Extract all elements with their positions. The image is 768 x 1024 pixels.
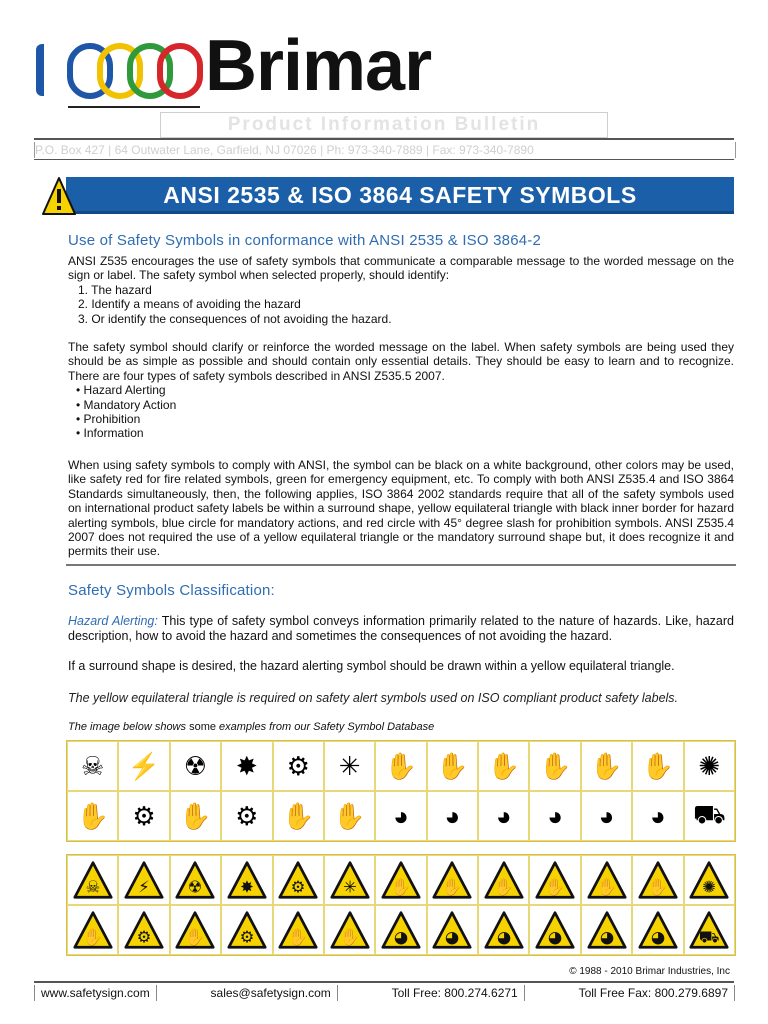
- symbol-cell: [632, 905, 683, 955]
- symbol-cell: [273, 791, 324, 841]
- triangle-glyph: ⚙: [290, 877, 306, 897]
- address-rule: [34, 159, 734, 160]
- eye-injury-icon: ◕: [444, 800, 461, 831]
- triangle-hand-burn-icon: [278, 910, 318, 950]
- list-item: 1. The hazard: [78, 282, 152, 297]
- website-link[interactable]: www.safetysign.com: [35, 985, 157, 1001]
- symbol-cell: [427, 791, 478, 841]
- symbol-cell: [684, 855, 735, 905]
- copyright: © 1988 - 2010 Brimar Industries, Inc: [569, 966, 730, 977]
- electric-shock-icon: ⚡: [127, 750, 161, 781]
- symbol-cell: [581, 791, 632, 841]
- compliance-text: When using safety symbols to comply with ANSI, the symbol can be black on a white background, other colors may be used, like safety red for fire related symbols, green for emergency equipment, etc. To comply with both ANSI Z535.4 and ISO 3864 Standards simultaneously, then, the following applies, ISO 3864 2002 standards require that all of the safety symbols used on international product safety labels be within a surround shape, yellow equilateral triangle with black inner border for hazard alerting symbols, blue circle for mandatory actions, and red circle with 45° degree slash for prohibition symbols. ANSI Z535.4 2007 does not required the use of a yellow equilateral triangle or the mandatory surround shape but, it does recognize it and permits their use.: [68, 458, 734, 559]
- symbol-cell: [170, 855, 221, 905]
- hand-spike-icon: ✋: [333, 800, 366, 831]
- list-item: • Hazard Alerting: [76, 383, 166, 398]
- triangle-glyph: ✋: [493, 877, 514, 897]
- hazard-alerting-label: Hazard Alerting:: [68, 614, 158, 628]
- symbol-cell: [118, 741, 169, 791]
- header-rule: [34, 138, 734, 140]
- identify-list: [68, 283, 734, 326]
- symbol-cell: [170, 741, 221, 791]
- address-bar: P.O. Box 427 | 64 Outwater Lane, Garfield, NJ 07026 | Ph: 973-340-7889 | Fax: 973-340-7890: [34, 142, 736, 158]
- warning-icon: [42, 176, 76, 216]
- symbol-cell: [273, 905, 324, 955]
- types-list: [68, 383, 734, 441]
- triangle-flying-debris-icon: [689, 860, 729, 900]
- triangle-glyph: ☠: [85, 877, 101, 897]
- caption-part: examples from our Safety Symbol Database: [219, 721, 435, 733]
- symbol-cell: [375, 905, 426, 955]
- hand-pinch-icon: ✋: [487, 750, 520, 781]
- triangle-gear-icon: [278, 860, 318, 900]
- triangle-glyph: ✋: [390, 877, 412, 897]
- triangle-glyph: ✋: [442, 877, 463, 897]
- hazard-alerting-paragraph: [68, 614, 734, 644]
- triangle-face-shield-icon: [535, 910, 575, 950]
- triangle-glyph: ✋: [288, 927, 309, 947]
- symbol-cell: [632, 791, 683, 841]
- symbol-cell: [67, 791, 118, 841]
- triangle-glyph: ⚙: [136, 927, 152, 947]
- list-item: • Information: [76, 426, 144, 441]
- symbol-cell: [375, 741, 426, 791]
- symbol-cell: [632, 855, 683, 905]
- triangle-glyph: ✋: [339, 927, 360, 947]
- symbol-cell: [118, 855, 169, 905]
- symbol-cell: [67, 741, 118, 791]
- brand-name: Brimar: [205, 26, 432, 106]
- symbol-cell: [427, 855, 478, 905]
- symbol-cell: [67, 855, 118, 905]
- caption-part: The image below shows: [68, 721, 187, 733]
- triangle-saw-blade-icon: [124, 910, 164, 950]
- saw-blade-icon: ⚙: [132, 800, 156, 831]
- tagline: Product Information Bulletin: [160, 112, 608, 138]
- triangle-glyph: ☢: [188, 877, 203, 897]
- examples-caption: [68, 721, 434, 733]
- symbol-cell: [529, 791, 580, 841]
- section-divider: [66, 564, 736, 566]
- respirator-icon: ◕: [598, 800, 615, 831]
- symbol-cell: [221, 791, 272, 841]
- overhead-crush-icon: ✋: [641, 750, 675, 781]
- triangle-hand-pinch-icon: [484, 860, 524, 900]
- triangle-forklift-icon: [689, 910, 729, 950]
- triangle-head-impact-icon: [381, 910, 421, 950]
- intro-paragraph: ANSI Z535 encourages the use of safety symbols that communicate a comparable message to the worded message on the sign or label. The safety symbol when selected properly, should identify:: [68, 254, 734, 283]
- symbol-cell: [324, 905, 375, 955]
- symbol-cell: [375, 855, 426, 905]
- yellow-triangle-note: The yellow equilateral triangle is required on safety alert symbols used on ISO compliant product safety labels.: [68, 691, 679, 705]
- email-link[interactable]: sales@safetysign.com: [205, 985, 338, 1001]
- triangle-radiation-icon: [175, 860, 215, 900]
- logo-underline: [68, 106, 200, 108]
- symbol-cell: [324, 855, 375, 905]
- triangle-skull-icon: [73, 860, 113, 900]
- triangle-explosion-icon: [227, 860, 267, 900]
- symbol-cell: [324, 791, 375, 841]
- triangle-hand-entanglement-icon: [73, 910, 113, 950]
- use-section-body: [68, 254, 734, 326]
- triangle-glyph: ◕: [548, 927, 563, 947]
- symbol-cell: [478, 791, 529, 841]
- triangle-face-spray-icon: [484, 910, 524, 950]
- list-item: 2. Identify a means of avoiding the hazard: [78, 297, 301, 312]
- triangle-glyph: ⚡: [138, 877, 150, 897]
- triangle-glyph: ✳: [342, 877, 357, 897]
- use-section-title: Use of Safety Symbols in conformance with ANSI 2535 & ISO 3864-2: [68, 232, 542, 249]
- symbol-cell: [67, 905, 118, 955]
- triangle-arm-cut-icon: [175, 910, 215, 950]
- forklift-icon: ⛟: [692, 798, 726, 829]
- triangle-glyph: ✋: [647, 877, 669, 897]
- symbol-cell: [221, 741, 272, 791]
- triangle-glyph: ✋: [185, 927, 206, 947]
- triangle-hand-puncture-icon: [587, 860, 627, 900]
- triangle-overhead-crush-icon: [638, 860, 678, 900]
- gear-entanglement-icon: ⚙: [286, 750, 310, 781]
- surround-text: If a surround shape is desired, the hazard alerting symbol should be drawn within a yellow equilateral triangle.: [68, 659, 675, 673]
- radiation-icon: ☢: [183, 750, 208, 781]
- hand-puncture-icon: ✋: [590, 750, 623, 781]
- surround-paragraph: [68, 659, 734, 673]
- symbol-cell: [581, 905, 632, 955]
- symbol-cell: [221, 855, 272, 905]
- symbol-cell: [375, 791, 426, 841]
- triangle-glyph: ◕: [599, 927, 614, 947]
- classification-title: Safety Symbols Classification:: [68, 582, 275, 599]
- symbol-cell: [632, 741, 683, 791]
- symbol-cell: [684, 791, 735, 841]
- bw-symbol-grid: [66, 740, 736, 842]
- triangle-hand-spike-icon: [330, 910, 370, 950]
- triangle-hand-crush-icon: [381, 860, 421, 900]
- triangle-glyph: ✸: [239, 877, 254, 897]
- symbol-cell: [324, 741, 375, 791]
- explosion-icon: ✸: [235, 750, 258, 781]
- symbol-cell: [427, 905, 478, 955]
- triangle-glyph: ⛟: [699, 927, 720, 947]
- symbol-cell: [684, 905, 735, 955]
- head-impact-icon: ◕: [393, 800, 409, 831]
- triangle-hard-hat-icon: [638, 910, 678, 950]
- symbol-cell: [273, 741, 324, 791]
- simplicity-paragraph: The safety symbol should clarify or reinforce the worded message on the label. When safety symbols are being used they should be as simple as possible and should contain only essential details. They should be easy to learn and to recognize. There are four types of safety symbols described in ANSI Z535.5 2007.: [68, 340, 734, 383]
- symbol-cell: [170, 791, 221, 841]
- triangle-symbol-grid: [66, 854, 736, 956]
- footer-contact-bar: [34, 985, 735, 1001]
- list-item: • Mandatory Action: [76, 397, 177, 412]
- symbol-cell: [273, 855, 324, 905]
- hand-entanglement-icon: ✋: [76, 800, 109, 831]
- triangle-electric-icon: [124, 860, 164, 900]
- triangle-glyph: ✋: [596, 877, 617, 897]
- triangle-glyph: ◕: [496, 927, 511, 947]
- list-item: 3. Or identify the consequences of not avoiding the hazard.: [78, 311, 392, 326]
- list-item: • Prohibition: [76, 412, 141, 427]
- arm-cut-icon: ✋: [179, 800, 212, 831]
- symbol-cell: [529, 741, 580, 791]
- logo-bracket: [36, 44, 44, 96]
- triangle-glyph: ✋: [82, 927, 103, 947]
- triangle-glyph: ⚙: [239, 927, 255, 947]
- hand-press-icon: ✋: [538, 750, 572, 781]
- triangle-hand-press-icon: [535, 860, 575, 900]
- triangle-glyph: ◕: [393, 927, 409, 947]
- symbol-cell: [581, 741, 632, 791]
- hand-crush-icon: ✋: [384, 750, 418, 781]
- toll-free-fax: Toll Free Fax: 800.279.6897: [573, 985, 735, 1001]
- footer-rule: [34, 981, 734, 983]
- types-block: [68, 340, 734, 441]
- caption-part: some: [186, 721, 220, 733]
- face-shield-icon: ◕: [547, 800, 563, 831]
- triangle-respirator-icon: [587, 910, 627, 950]
- symbol-cell: [221, 905, 272, 955]
- symbol-cell: [529, 855, 580, 905]
- toll-free-phone: Toll Free: 800.274.6271: [386, 985, 525, 1001]
- triangle-glyph: ◕: [445, 927, 460, 947]
- triangle-eye-injury-icon: [432, 910, 472, 950]
- symbol-cell: [478, 741, 529, 791]
- hazard-alerting-text: This type of safety symbol conveys information primarily related to the nature of hazards. Like, hazard description, how to avoid the hazard and sometimes the consequences of not avoiding the hazard.: [68, 614, 734, 643]
- triangle-glyph: ◕: [650, 927, 666, 947]
- skull-crossbones-icon: ☠: [81, 750, 105, 781]
- symbol-cell: [478, 855, 529, 905]
- triangle-laser-icon: [330, 860, 370, 900]
- symbol-cell: [118, 791, 169, 841]
- symbol-cell: [581, 855, 632, 905]
- hand-cut-icon: ✋: [436, 750, 469, 781]
- symbol-cell: [118, 905, 169, 955]
- triangle-hand-cut-icon: [432, 860, 472, 900]
- rotating-blade-icon: ⚙: [235, 800, 259, 831]
- face-spray-icon: ◕: [495, 800, 512, 831]
- triangle-glyph: ✺: [702, 877, 717, 897]
- compliance-paragraph: [68, 458, 734, 559]
- hard-hat-icon: ◕: [650, 800, 666, 831]
- symbol-cell: [170, 905, 221, 955]
- page-title-banner: ANSI 2535 & ISO 3864 SAFETY SYMBOLS: [66, 177, 734, 214]
- symbol-cell: [529, 905, 580, 955]
- laser-icon: ✳: [338, 750, 361, 781]
- triangle-glyph: ✋: [544, 877, 566, 897]
- symbol-cell: [427, 741, 478, 791]
- symbol-cell: [684, 741, 735, 791]
- triangle-rotating-blade-icon: [227, 910, 267, 950]
- hand-burn-icon: ✋: [282, 800, 315, 831]
- flying-debris-icon: ✺: [698, 750, 721, 781]
- brimar-rings-logo: [66, 40, 206, 104]
- symbol-cell: [478, 905, 529, 955]
